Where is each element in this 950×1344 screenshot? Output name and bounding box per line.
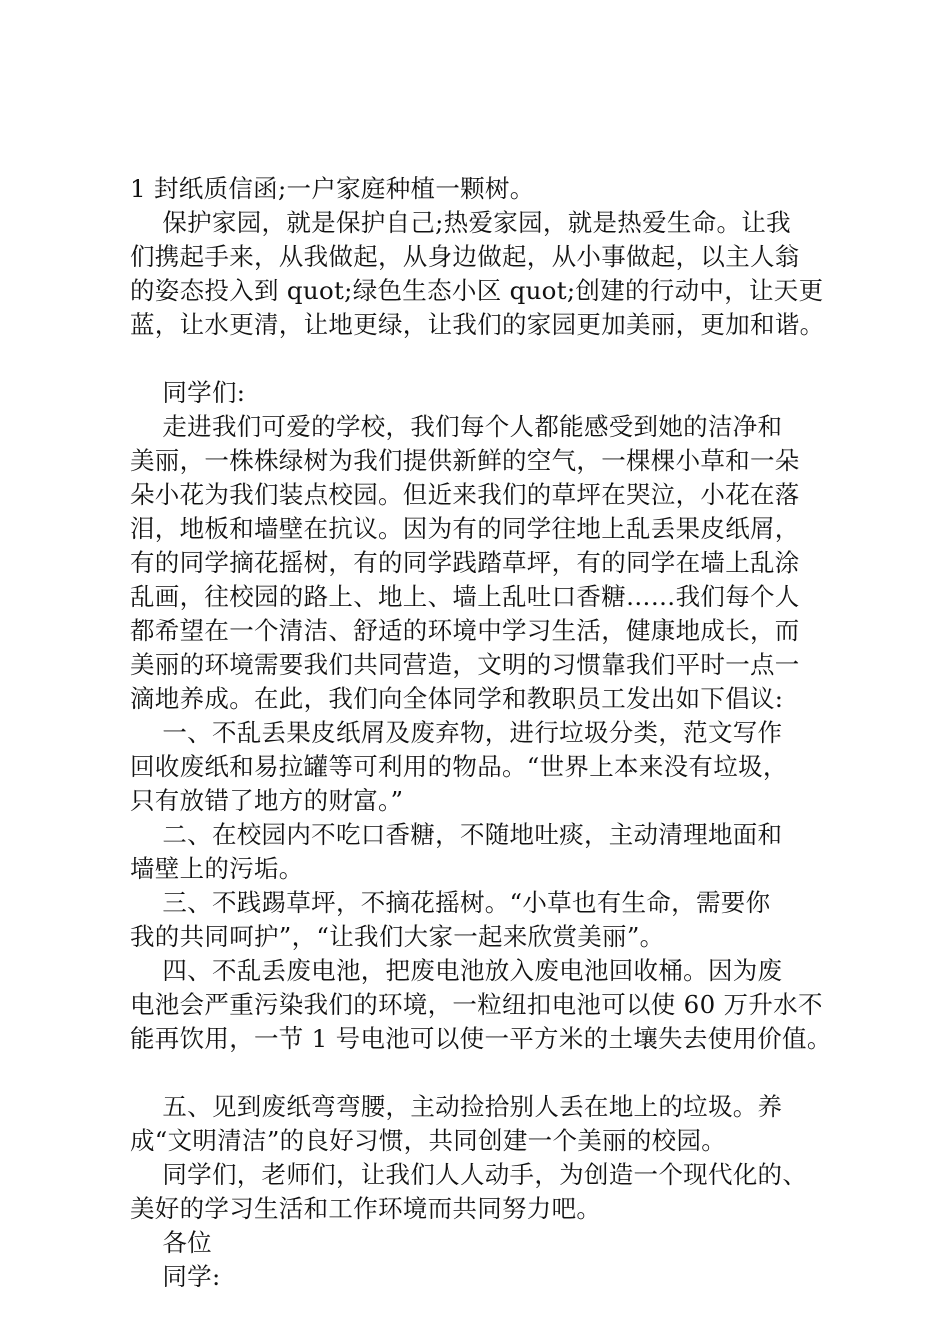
text-line: 二、在校园内不吃口香糖，不随地吐痰，主动清理地面和: [130, 820, 783, 849]
text-line: 美好的学习生活和工作环境而共同努力吧。: [130, 1194, 602, 1223]
text-line: 四、不乱丢废电池，把废电池放入废电池回收桶。因为废: [130, 956, 783, 985]
text-line: 能再饮用，一节 1 号电池可以使一平方米的土壤失去使用价值。: [130, 1024, 832, 1053]
text-line: 只有放错了地方的财富。”: [130, 786, 404, 815]
text-line: 同学们:: [130, 378, 246, 407]
text-line: 同学们，老师们，让我们人人动手，为创造一个现代化的、: [130, 1160, 808, 1189]
text-line: 五、见到废纸弯弯腰，主动捡拾别人丢在地上的垃圾。养: [130, 1092, 783, 1121]
text-line: 1 封纸质信函;一户家庭种植一颗树。: [130, 174, 535, 203]
text-line: 一、不乱丢果皮纸屑及废弃物，进行垃圾分类，范文写作: [130, 718, 783, 747]
blank-line: [130, 1056, 845, 1090]
text-line: 泪，地板和墙壁在抗议。因为有的同学往地上乱丢果皮纸屑，: [130, 514, 800, 543]
text-line: 美丽，一株株绿树为我们提供新鲜的空气，一棵棵小草和一朵: [130, 446, 800, 475]
text-line: 各位: [130, 1228, 212, 1257]
text-line: 有的同学摘花摇树，有的同学践踏草坪，有的同学在墙上乱涂: [130, 548, 800, 577]
text-line: 朵小花为我们装点校园。但近来我们的草坪在哭泣，小花在落: [130, 480, 800, 509]
text-line: 都希望在一个清洁、舒适的环境中学习生活，健康地成长，而: [130, 616, 800, 645]
text-line: 的姿态投入到 quot;绿色生态小区 quot;创建的行动中，让天更: [130, 276, 824, 305]
text-line: 滴地养成。在此，我们向全体同学和教职员工发出如下倡议:: [130, 684, 784, 713]
text-line: 回收废纸和易拉罐等可利用的物品。“世界上本来没有垃圾，: [130, 752, 788, 781]
text-line: 蓝，让水更清，让地更绿，让我们的家园更加美丽，更加和谐。: [130, 310, 825, 339]
text-line: 走进我们可爱的学校，我们每个人都能感受到她的洁净和: [130, 412, 783, 441]
text-line: 美丽的环境需要我们共同营造，文明的习惯靠我们平时一点一: [130, 650, 800, 679]
text-line: 保护家园，就是保护自己;热爱家园，就是热爱生命。让我: [130, 208, 791, 237]
text-line: 我的共同呵护”，“让我们大家一起来欣赏美丽”。: [130, 922, 665, 951]
text-line: 成“文明清洁”的良好习惯，共同创建一个美丽的校园。: [130, 1126, 727, 1155]
text-line: 乱画，往校园的路上、地上、墙上乱吐口香糖……我们每个人: [130, 582, 800, 611]
text-line: 电池会严重污染我们的环境，一粒纽扣电池可以使 60 万升水不: [130, 990, 823, 1019]
text-line: 同学:: [130, 1262, 221, 1291]
text-line: 们携起手来，从我做起，从身边做起，从小事做起，以主人翁: [130, 242, 800, 271]
document-body: [130, 172, 845, 1294]
blank-line: [130, 342, 845, 376]
text-line: 墙壁上的污垢。: [130, 854, 304, 883]
text-line: 三、不践踢草坪，不摘花摇树。“小草也有生命，需要你: [130, 888, 771, 917]
